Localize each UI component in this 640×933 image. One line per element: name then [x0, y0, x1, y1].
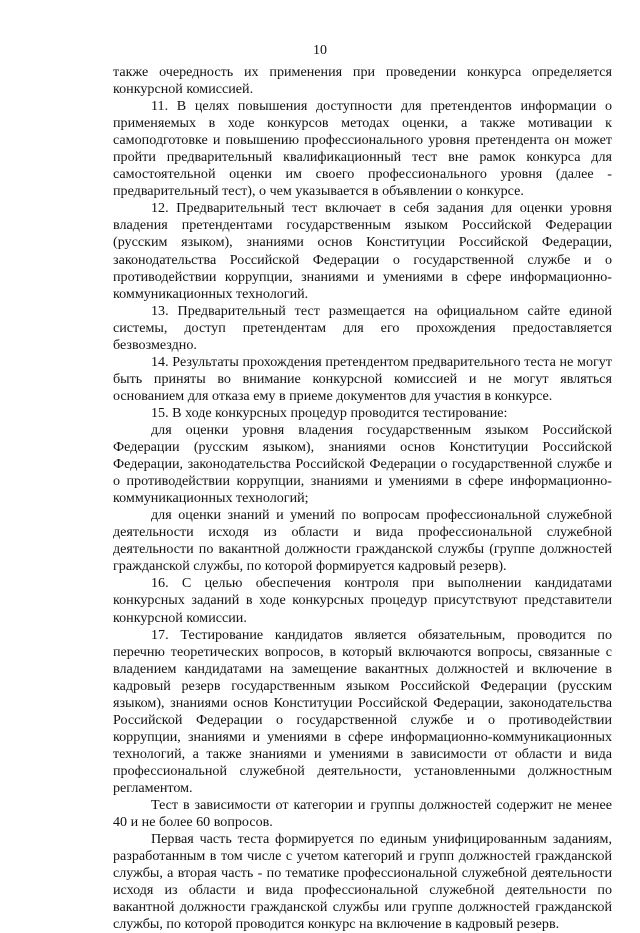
paragraph-continuation: также очередность их применения при проведении конкурса определяется конкурсной комиссией.: [113, 64, 612, 98]
paragraph-item-15: 15. В ходе конкурсных процедур проводится тестирование:: [151, 404, 508, 421]
paragraph-item-12: 12. Предварительный тест включает в себя задания для оценки уровня владения претендентами государственным языком Российской Федерации (русским языком), знаниями основ Конституции Российской Федерации, законодательства Российской Федерации о государственной службе и о противодействии коррупции, знаниями и умениями в сфере информационно-коммуникационных технологий.: [113, 200, 612, 302]
document-body: [113, 64, 612, 933]
paragraph-item-15-a: для оценки уровня владения государственным языком Российской Федерации (русским языком), знаниями основ Конституции Российской Федерации, законодательства Российской Федерации о государственной службе и о противодействии коррупции, знаниями и умениями в сфере информационно-коммуникационных технологий;: [113, 421, 612, 507]
paragraph-item-13: 13. Предварительный тест размещается на официальном сайте единой системы, доступ претендентам для его прохождения предоставляется безвозмездно.: [113, 302, 612, 353]
page-number: 10: [313, 43, 327, 58]
paragraph-item-11: 11. В целях повышения доступности для претендентов информации о применяемых в ходе конкурсов методах оценки, а также мотивации к самоподготовке и повышению профессионального уровня претендента он может пройти предварительный квалификационный тест вне рамок конкурса для самостоятельной оценки им своего профессионального уровня (далее - предварительный тест), о чем указывается в объявлении о конкурсе.: [113, 98, 612, 200]
paragraph-test-parts: Первая часть теста формируется по единым унифицированным заданиям, разработанным в том числе с учетом категорий и групп должностей гражданской службы, а вторая часть - по тематике профессиональной служебной деятельности исходя из области и вида профессиональной служебной деятельности по вакантной должности гражданской службы или группе должностей гражданской службы, по которой проводится конкурс на включение в кадровый резерв.: [113, 831, 612, 933]
paragraph-item-15-b: для оценки знаний и умений по вопросам профессиональной служебной деятельности исходя из области и вида профессиональной служебной деятельности по вакантной должности гражданской службы (группе должностей гражданской службы, по которой формируется кадровый резерв).: [113, 507, 612, 575]
paragraph-item-16: 16. С целью обеспечения контроля при выполнении кандидатами конкурсных заданий в ходе конкурсных процедур присутствуют представители конкурсной комиссии.: [113, 575, 612, 626]
paragraph-item-14: 14. Результаты прохождения претендентом предварительного теста не могут быть приняты во внимание конкурсной комиссией и не могут являться основанием для отказа ему в приеме документов для участия в конкурсе.: [113, 353, 612, 404]
paragraph-test-size: Тест в зависимости от категории и группы должностей содержит не менее 40 и не более 60 вопросов.: [113, 797, 612, 831]
paragraph-item-17: 17. Тестирование кандидатов является обязательным, проводится по перечню теоретических вопросов, в который включаются вопросы, связанные с владением кандидатами на замещение вакантных должностей и включение в кадровый резерв государственным языком Российской Федерации (русским языком), знаниями основ Конституции Российской Федерации, законодательства Российской Федерации о государственной службе и о противодействии коррупции, знаниями и умениями в сфере информационно-коммуникационных технологий, а также знаниями и умениями в зависимости от области и вида профессиональной служебной деятельности, установленными должностным регламентом.: [113, 626, 612, 796]
